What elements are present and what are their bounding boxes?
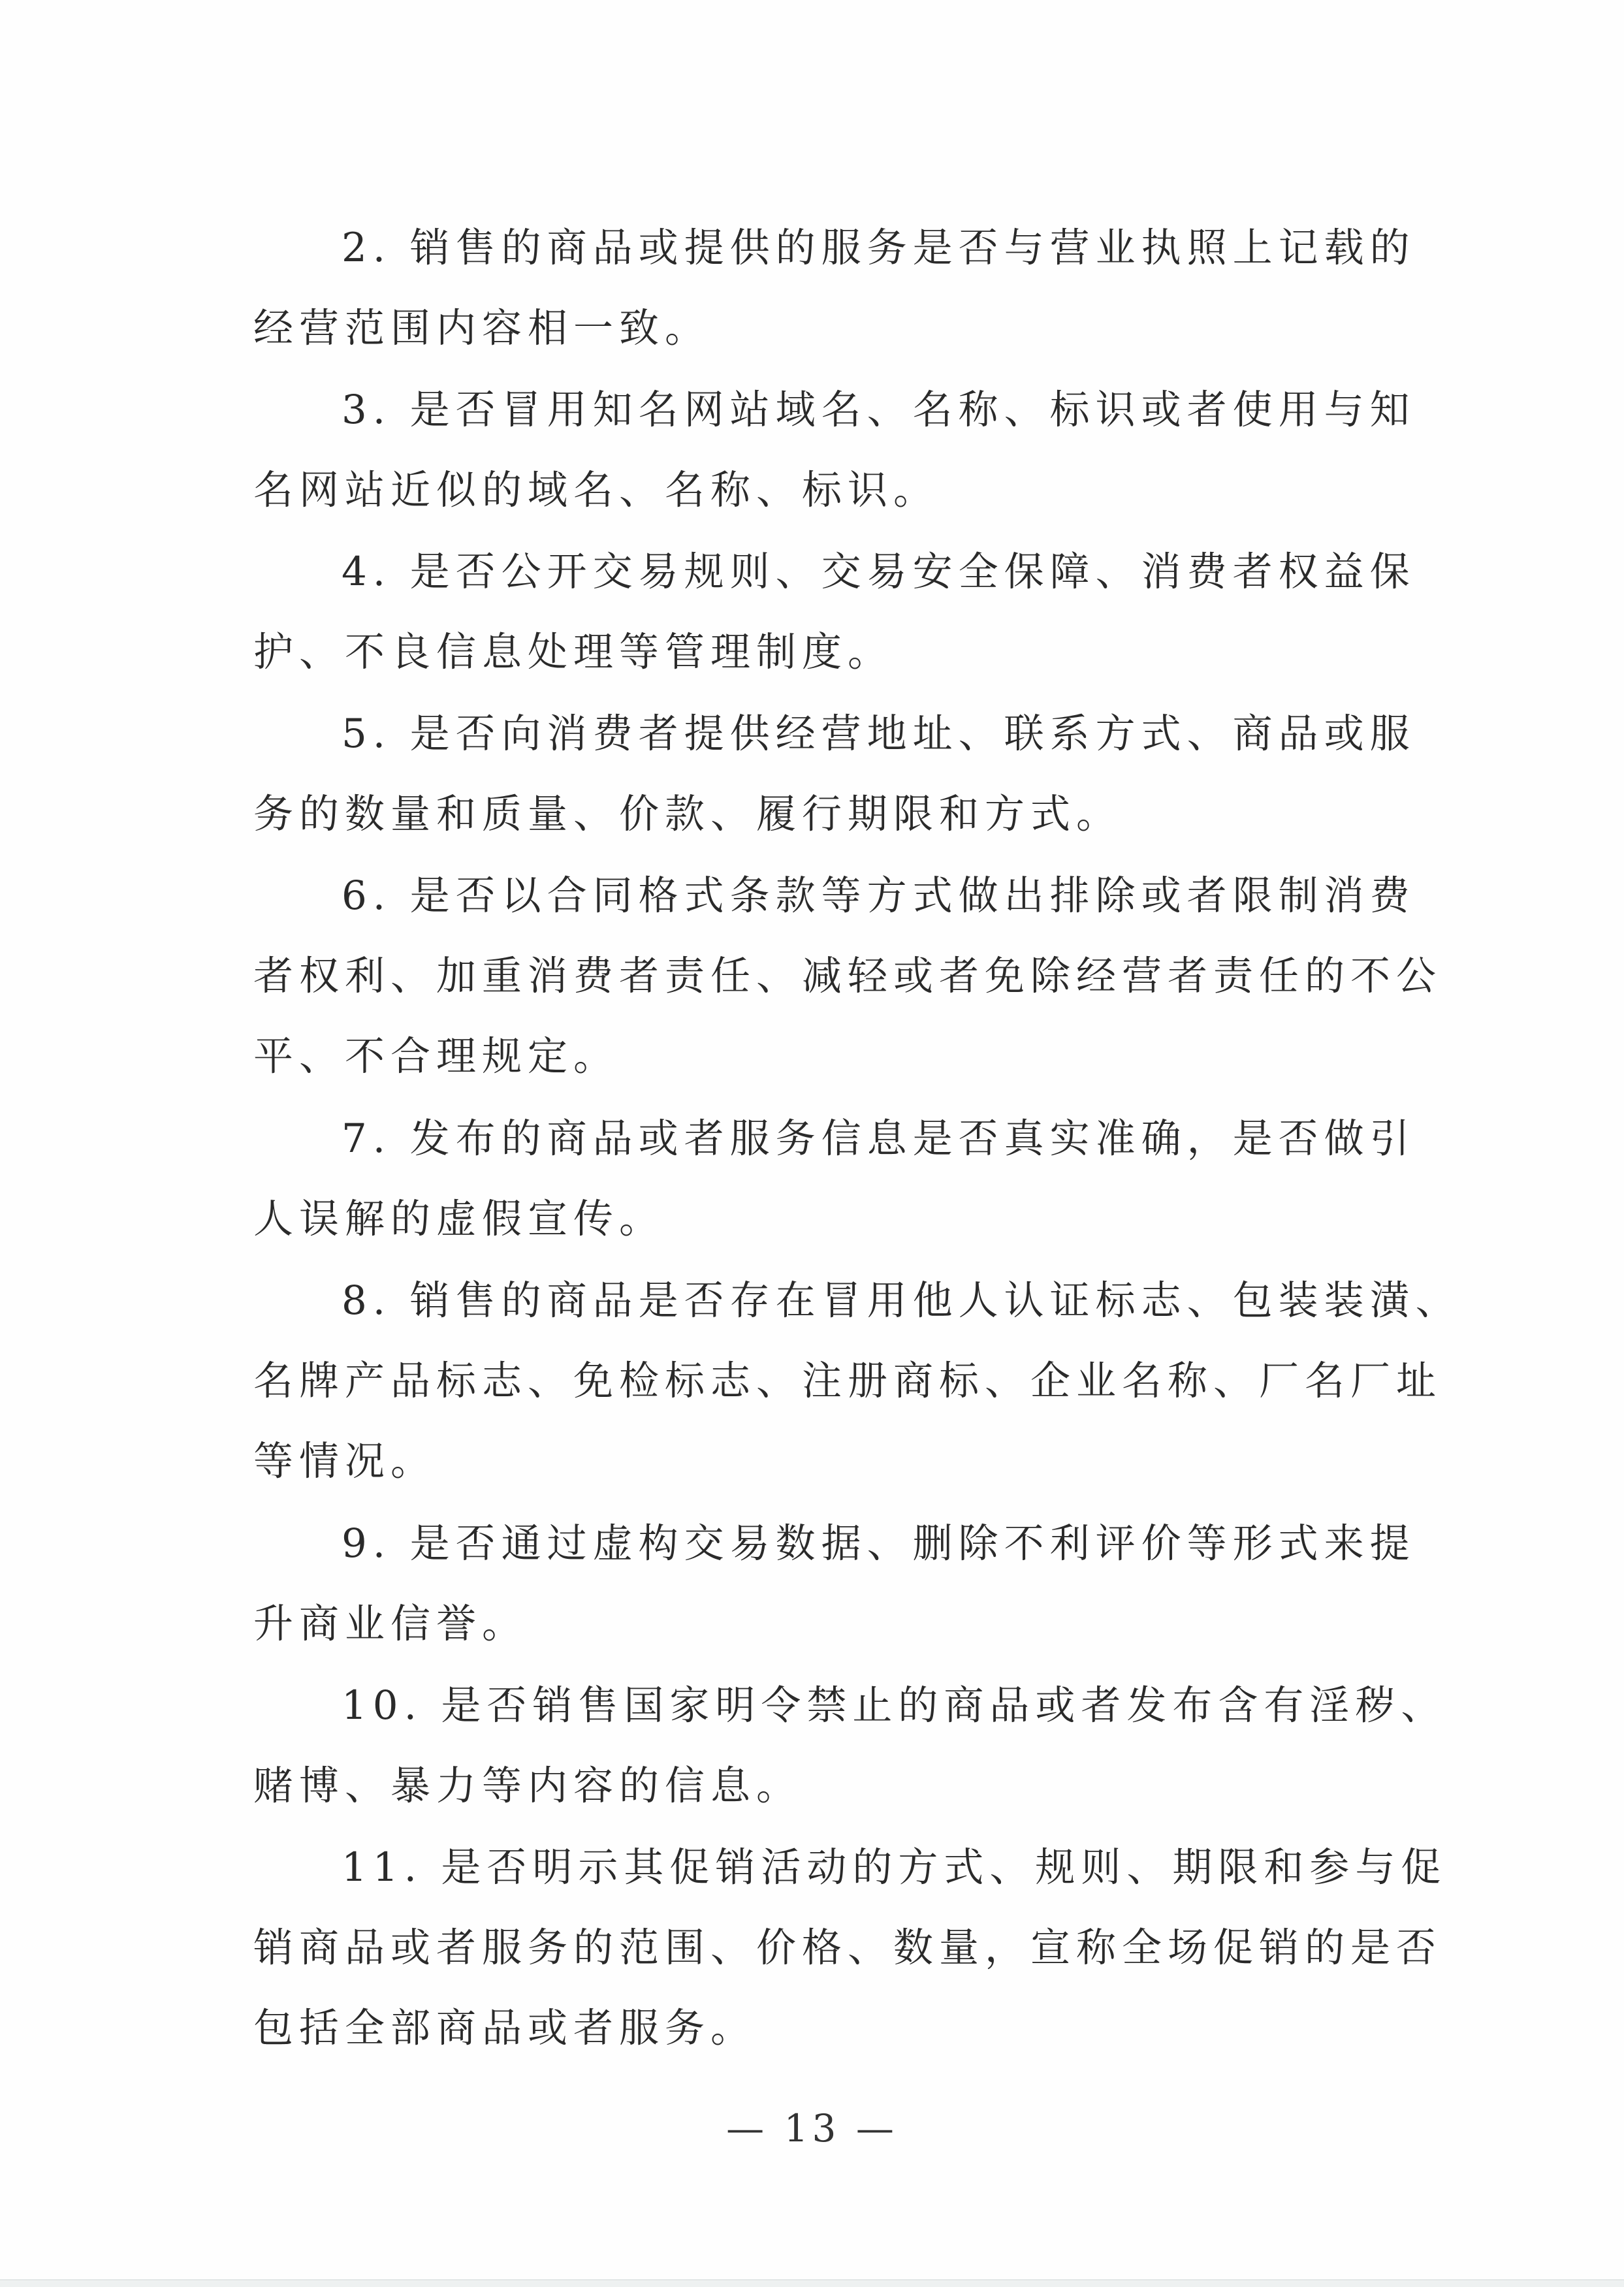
page-number: — 13 — [726, 2106, 898, 2151]
item-line: 9. 是否通过虚构交易数据、删除不利评价等形式来提 [342, 1520, 1416, 1567]
list-item-11 [253, 1827, 1447, 2068]
page-bottom-edge [0, 2279, 1624, 2287]
item-line: 6. 是否以合同格式条款等方式做出排除或者限制消费 [342, 872, 1416, 919]
list-item-6 [253, 856, 1442, 1096]
list-item-3 [253, 370, 1416, 530]
item-line: 4. 是否公开交易规则、交易安全保障、消费者权益保 [342, 549, 1416, 595]
item-line: 护、不良信息处理等管理制度。 [253, 629, 894, 675]
item-line: 平、不合理规定。 [253, 1033, 620, 1080]
list-item-7 [253, 1098, 1416, 1259]
list-item-5 [253, 694, 1416, 854]
item-line: 销商品或者服务的范围、价格、数量，宣称全场促销的是否 [253, 1925, 1442, 1971]
item-line: 10. 是否销售国家明令禁止的商品或者发布含有淫秽、 [342, 1682, 1447, 1729]
item-line: 赌博、暴力等内容的信息。 [253, 1763, 803, 1809]
item-line: 者权利、加重消费者责任、减轻或者免除经营者责任的不公 [253, 953, 1442, 999]
item-line: 3. 是否冒用知名网站域名、名称、标识或者使用与知 [342, 387, 1416, 433]
item-line: 升商业信誉。 [253, 1601, 528, 1647]
list-item-8 [253, 1260, 1461, 1501]
list-item-10 [253, 1665, 1447, 1826]
item-line: 经营范围内容相一致。 [253, 305, 711, 351]
list-item-2 [253, 208, 1416, 368]
list-item-4 [253, 532, 1416, 692]
item-line: 等情况。 [253, 1438, 437, 1484]
item-line: 11. 是否明示其促销活动的方式、规则、期限和参与促 [342, 1844, 1447, 1891]
item-line: 7. 发布的商品或者服务信息是否真实准确，是否做引 [342, 1115, 1416, 1162]
item-line: 务的数量和质量、价款、履行期限和方式。 [253, 791, 1122, 837]
item-line: 2. 销售的商品或提供的服务是否与营业执照上记载的 [342, 225, 1416, 271]
item-line: 包括全部商品或者服务。 [253, 2005, 757, 2051]
item-line: 5. 是否向消费者提供经营地址、联系方式、商品或服 [342, 711, 1416, 757]
list-item-9 [253, 1503, 1416, 1664]
item-line: 名网站近似的域名、名称、标识。 [253, 467, 940, 513]
item-line: 名牌产品标志、免检标志、注册商标、企业名称、厂名厂址 [253, 1358, 1442, 1404]
item-line: 人误解的虚假宣传。 [253, 1196, 665, 1242]
item-line: 8. 销售的商品是否存在冒用他人认证标志、包装装潢、 [342, 1277, 1461, 1324]
